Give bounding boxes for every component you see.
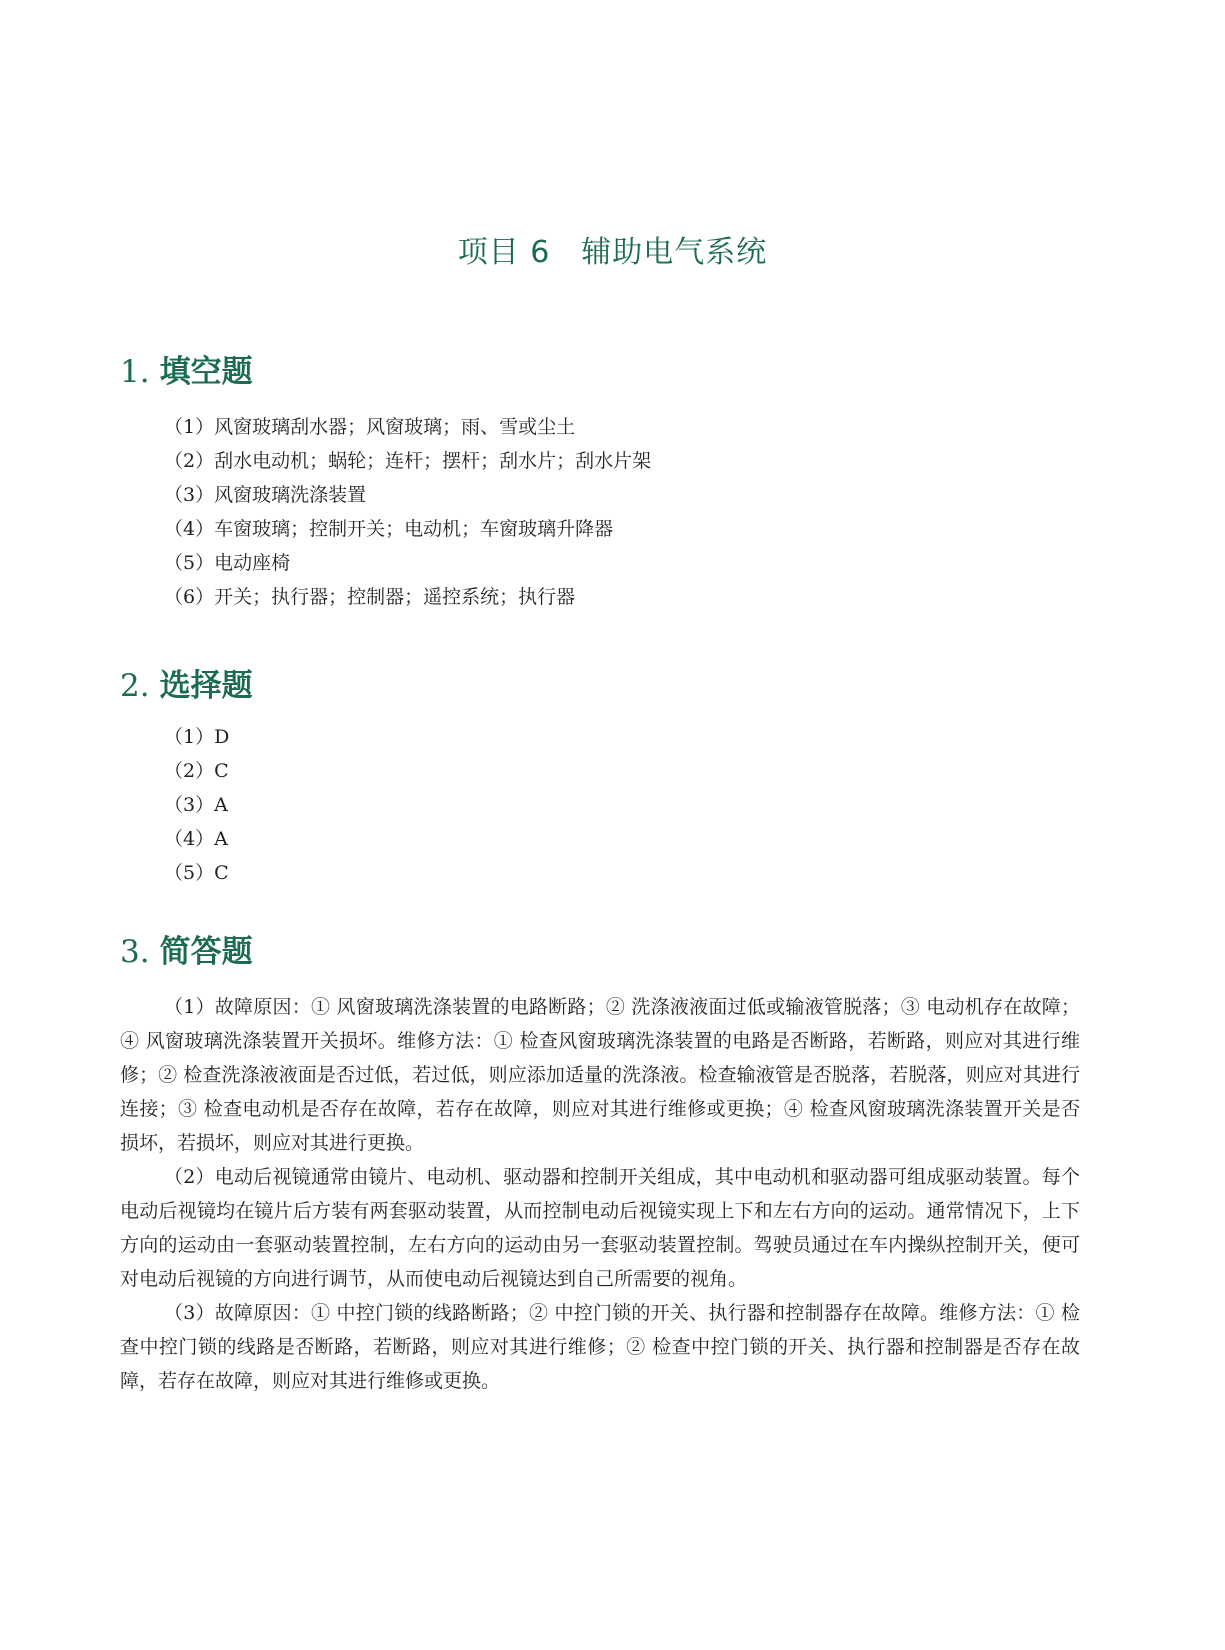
answer-paragraph: （1）故障原因：① 风窗玻璃洗涤装置的电路断路；② 洗涤液液面过低或输液管脱落；③ 电动机存在故障；④ 风窗玻璃洗涤装置开关损坏。维修方法：① 检查风窗玻璃洗涤装置的电路是否断路，若断路，则应对其进行维修；② 检查洗涤液液面是否过低，若过低，则应添加适量的洗涤液。检查输液管是否脱落，若脱落，则应对其进行连接；③ 检查电动机是否存在故障，若存在故障，则应对其进行维修或更换；④ 检查风窗玻璃洗涤装置开关是否损坏，若损坏，则应对其进行更换。: [120, 996, 1080, 1154]
answer-paragraph: （2）电动后视镜通常由镜片、电动机、驱动器和控制开关组成，其中电动机和驱动器可组成驱动装置。每个电动后视镜均在镜片后方装有两套驱动装置，从而控制电动后视镜实现上下和左右方向的运动。通常情况下，上下方向的运动由一套驱动装置控制，左右方向的运动由另一套驱动装置控制。驾驶员通过在车内操纵控制开关，便可对电动后视镜的方向进行调节，从而使电动后视镜达到自己所需要的视角。: [120, 1166, 1080, 1290]
section-title: 简答题: [159, 934, 253, 970]
list-item: （5）C: [164, 862, 229, 884]
answer-paragraphs: [120, 990, 1080, 1398]
section-multiple-choice: [120, 666, 1080, 890]
answer-list: [120, 720, 1080, 890]
list-item: （4）车窗玻璃；控制开关；电动机；车窗玻璃升降器: [164, 518, 614, 540]
section-short-answer: [120, 932, 1080, 1398]
list-item: （5）电动座椅: [164, 552, 291, 574]
list-item: （2）刮水电动机；蜗轮；连杆；摆杆；刮水片；刮水片架: [164, 450, 652, 472]
section-number: 2.: [120, 668, 150, 704]
list-item: （1）D: [164, 726, 230, 748]
section-number: 1.: [120, 354, 150, 390]
section-heading: [120, 352, 1080, 392]
list-item: （4）A: [164, 828, 228, 850]
section-heading: [120, 932, 1080, 972]
section-title: 填空题: [159, 354, 253, 390]
list-item: （6）开关；执行器；控制器；遥控系统；执行器: [164, 586, 576, 608]
list-item: （3）A: [164, 794, 228, 816]
section-number: 3.: [120, 934, 150, 970]
chapter-title: 项目 6 辅助电气系统: [457, 235, 768, 270]
answer-paragraph: （3）故障原因：① 中控门锁的线路断路；② 中控门锁的开关、执行器和控制器存在故障。维修方法：① 检查中控门锁的线路是否断路，若断路，则应对其进行维修；② 检查中控门锁的开关、执行器和控制器是否存在故障，若存在故障，则应对其进行维修或更换。: [120, 1302, 1080, 1392]
answer-list: [120, 410, 1080, 614]
list-item: （1）风窗玻璃刮水器；风窗玻璃；雨、雪或尘土: [164, 416, 576, 438]
list-item: （3）风窗玻璃洗涤装置: [164, 484, 367, 506]
section-heading: [120, 666, 1080, 706]
list-item: （2）C: [164, 760, 229, 782]
section-fill-in-blank: [120, 352, 1080, 614]
section-title: 选择题: [159, 668, 253, 704]
